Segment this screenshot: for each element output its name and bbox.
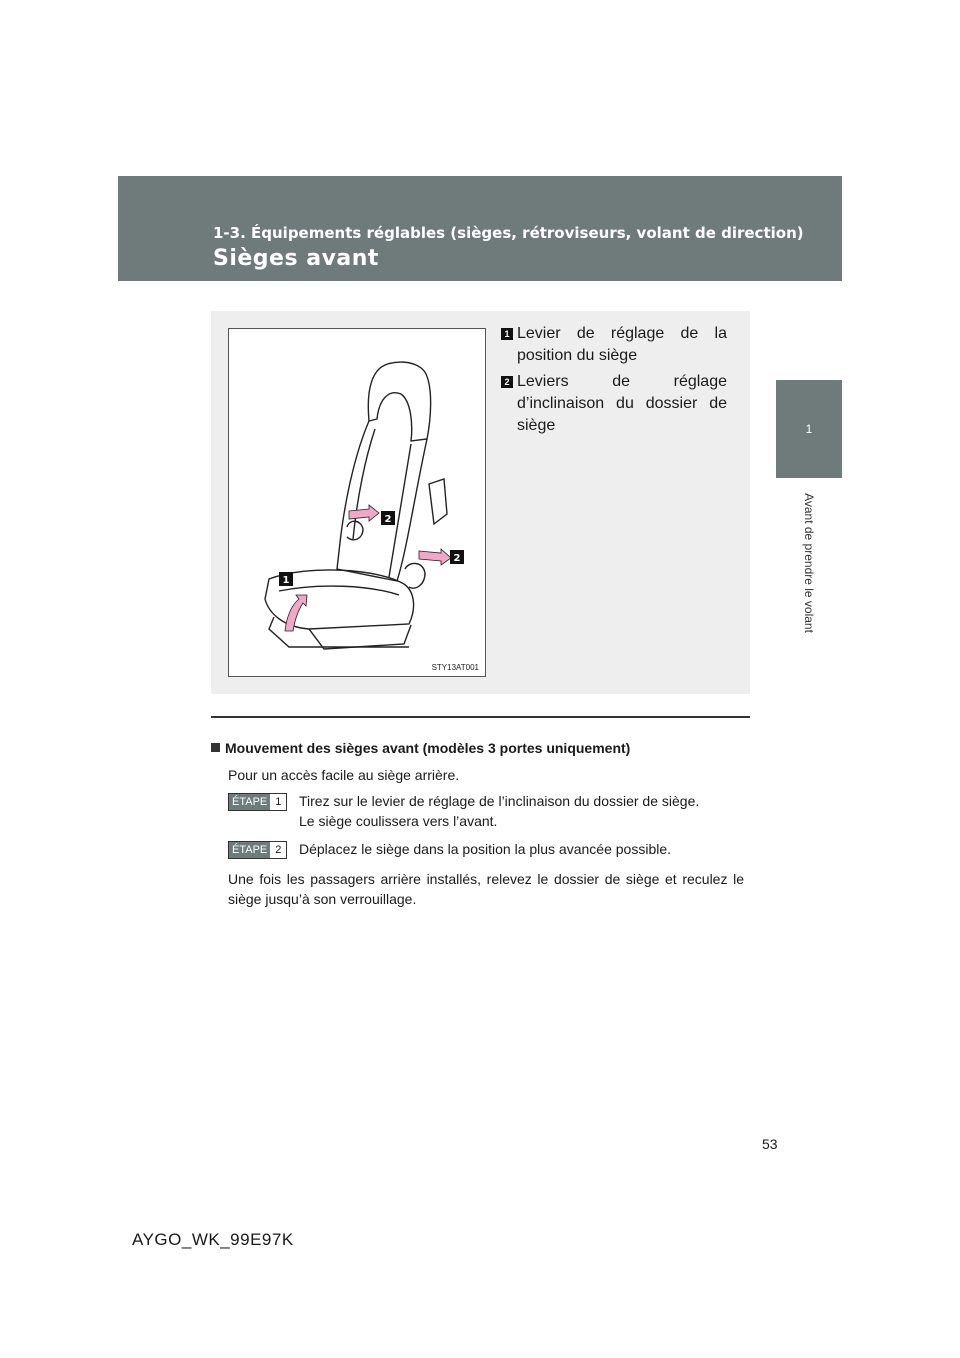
step-1 bbox=[211, 791, 744, 831]
legend-badge-2: 2 bbox=[501, 376, 513, 388]
page-title: Sièges avant bbox=[213, 246, 379, 271]
seat-drawing bbox=[229, 329, 485, 676]
closing-paragraph: Une fois les passagers arrière installés, relevez le dossier de siège et reculez le siège jusqu’à son verrouillage. bbox=[228, 871, 744, 907]
section-body bbox=[211, 738, 744, 909]
legend-text-1: Levier de réglage de la position du siège bbox=[517, 325, 727, 364]
step-word: ÉTAPE bbox=[229, 842, 270, 858]
step-label-2 bbox=[228, 841, 287, 859]
step-2 bbox=[211, 839, 744, 859]
callout-2-lower: 2 bbox=[453, 553, 461, 564]
section-intro: Pour un accès facile au siège arrière. bbox=[228, 767, 460, 783]
section-divider bbox=[211, 716, 750, 718]
section-heading-text: Mouvement des sièges avant (modèles 3 portes uniquement) bbox=[225, 740, 631, 756]
legend-item bbox=[501, 323, 727, 367]
seat-illustration bbox=[228, 328, 486, 677]
page-number: 53 bbox=[762, 1136, 778, 1152]
figure-legend bbox=[501, 323, 727, 441]
step-number: 1 bbox=[270, 794, 286, 810]
legend-item bbox=[501, 371, 727, 437]
callout-1: 1 bbox=[282, 575, 290, 586]
square-bullet-icon bbox=[211, 743, 220, 752]
callout-2-upper: 2 bbox=[384, 514, 392, 525]
chapter-tab-label bbox=[776, 478, 842, 648]
step-number: 2 bbox=[270, 842, 286, 858]
chapter-tab-number: 1 bbox=[776, 380, 842, 478]
figure-code: STY13AT001 bbox=[431, 663, 479, 672]
section-label: 1-3. Équipements réglables (sièges, rétroviseurs, volant de direction) bbox=[213, 224, 804, 242]
step-label-1 bbox=[228, 793, 287, 811]
section-heading bbox=[211, 738, 744, 758]
step-2-text: Déplacez le siège dans la position la plus avancée possible. bbox=[299, 841, 672, 857]
step-1-text: Tirez sur le levier de réglage de l’inclinaison du dossier de siège. bbox=[299, 793, 700, 809]
chapter-tab-label-text: Avant de prendre le volant bbox=[802, 493, 816, 633]
step-word: ÉTAPE bbox=[229, 794, 270, 810]
legend-text-2: Leviers de réglage d’inclinaison du dossier de siège bbox=[517, 373, 727, 434]
step-1-text-2: Le siège coulissera vers l’avant. bbox=[299, 813, 498, 829]
document-code: AYGO_WK_99E97K bbox=[132, 1230, 294, 1249]
figure-box bbox=[211, 311, 750, 694]
legend-badge-1: 1 bbox=[501, 328, 513, 340]
header-band bbox=[118, 176, 842, 281]
